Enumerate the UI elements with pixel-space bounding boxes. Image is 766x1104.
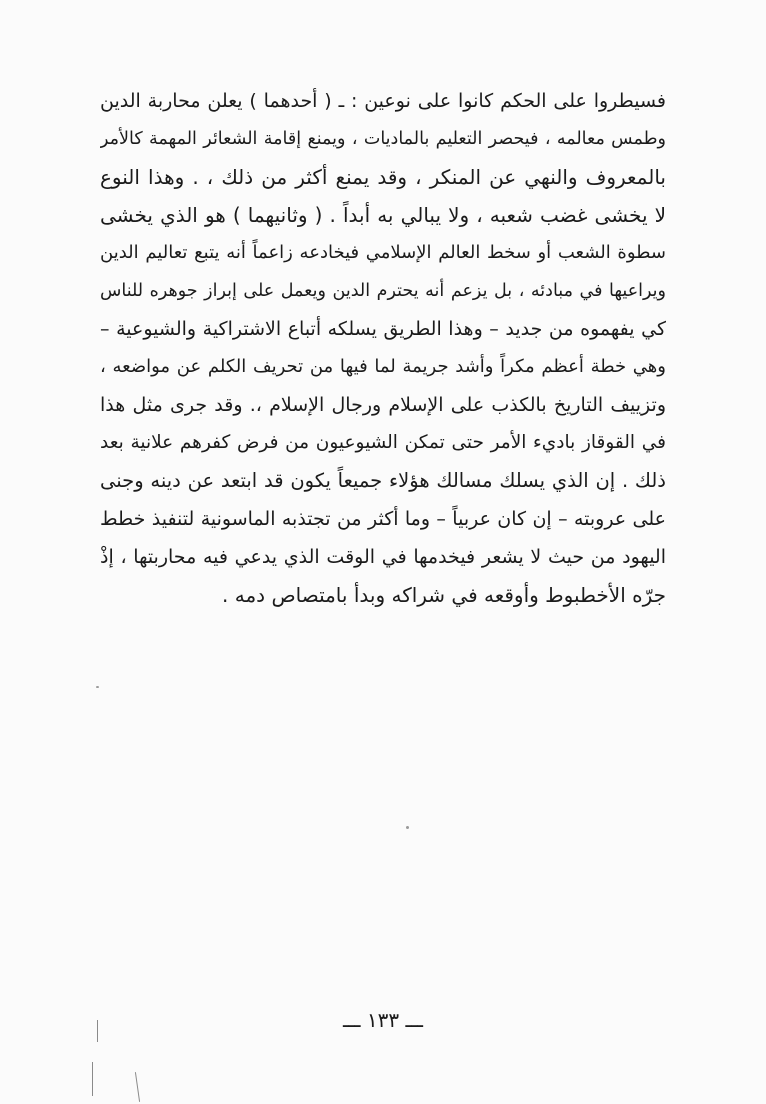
text-line-13: اليهود من حيث لا يشعر فيخدمها في الوقت الذي يدعي فيه محاربتها ، إذْ bbox=[100, 546, 666, 568]
scan-edge-mark bbox=[97, 1020, 98, 1042]
text-line-12: على عروبته – إن كان عربياً – وما أكثر من تجتذبه الماسونية لتنفيذ خطط bbox=[100, 508, 666, 530]
text-line-6: ويراعيها في مبادئه ، بل يزعم أنه يحترم الدين ويعمل على إبراز جوهره للناس bbox=[100, 281, 666, 301]
body-text bbox=[100, 82, 666, 614]
text-line-2: وطمس معالمه ، فيحصر التعليم بالماديات ، ويمنع إقامة الشعائر المهمة كالأمر bbox=[100, 129, 666, 149]
page-number: ـــ ١٣٣ ـــ bbox=[342, 1008, 424, 1032]
text-line-8: وهي خطة أعظم مكراً وأشد جريمة لما فيها من تحريف الكلم عن مواضعه ، bbox=[100, 356, 666, 377]
text-line-7: كي يفهموه من جديد – وهذا الطريق يسلكه أتباع الاشتراكية والشيوعية – bbox=[100, 318, 666, 340]
scan-speck bbox=[406, 826, 409, 829]
text-line-14: جرّه الأخطبوط وأوقعه في شراكه وبدأ بامتصاص دمه . bbox=[222, 583, 666, 607]
text-line-3: بالمعروف والنهي عن المنكر ، وقد يمنع أكثر من ذلك ، . وهذا النوع bbox=[100, 165, 666, 189]
text-line-10: في القوقاز باديء الأمر حتى تمكن الشيوعيون من فرض كفرهم علانية بعد bbox=[100, 432, 666, 453]
text-line-11: ذلك . إن الذي يسلك مسالك هؤلاء جميعاً يكون قد ابتعد عن دينه وجنى bbox=[100, 469, 666, 492]
text-line-4: لا يخشى غضب شعبه ، ولا يبالي به أبداً . ( وثانيهما ) هو الذي يخشى bbox=[100, 203, 666, 227]
scan-edge-mark bbox=[92, 1062, 93, 1096]
text-line-1: فسيطروا على الحكم كانوا على نوعين : ـ ( أحدهما ) يعلن محاربة الدين bbox=[100, 90, 666, 112]
scan-speck bbox=[96, 686, 99, 688]
scan-edge-mark bbox=[135, 1072, 140, 1102]
text-line-9: وتزييف التاريخ بالكذب على الإسلام ورجال الإسلام ،. وقد جرى مثل هذا bbox=[100, 394, 666, 416]
text-line-5: سطوة الشعب أو سخط العالم الإسلامي فيخادعه زاعماً أنه يتبع تعاليم الدين bbox=[100, 242, 666, 263]
